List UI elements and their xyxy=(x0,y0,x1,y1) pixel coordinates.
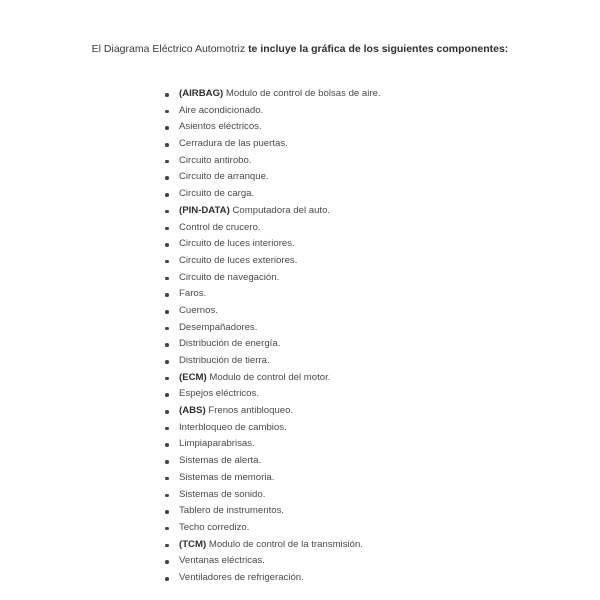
component-name: Circuito de navegación. xyxy=(179,271,280,283)
bullet-icon xyxy=(165,494,169,498)
component-abbreviation: (TCM) xyxy=(179,538,207,550)
bullet-icon xyxy=(165,227,169,231)
component-name: Sistemas de memoria. xyxy=(179,471,275,483)
bullet-icon xyxy=(165,477,169,481)
components-list xyxy=(164,86,484,587)
component-name: Control de crucero. xyxy=(179,221,261,233)
bullet-icon xyxy=(165,327,169,331)
intro-bold-text: te incluye la gráfica de los siguientes componentes: xyxy=(248,43,509,55)
bullet-icon xyxy=(165,544,169,548)
intro-normal-text: El Diagrama Eléctrico Automotriz xyxy=(91,43,249,55)
component-name: Cerradura de las puertas. xyxy=(179,138,288,150)
list-item xyxy=(164,270,484,287)
bullet-icon xyxy=(165,343,169,347)
list-item xyxy=(164,353,484,370)
component-name: Circuito de arranque. xyxy=(179,171,269,183)
bullet-icon xyxy=(165,527,169,531)
list-item xyxy=(164,470,484,487)
bullet-icon xyxy=(165,93,169,97)
component-name: Faros. xyxy=(179,288,207,300)
bullet-icon xyxy=(165,293,169,297)
component-name: Computadora del auto. xyxy=(232,204,331,216)
list-item xyxy=(164,553,484,570)
list-item xyxy=(164,186,484,203)
list-item xyxy=(164,86,484,103)
component-name: Circuito de carga. xyxy=(179,188,255,200)
bullet-icon xyxy=(165,310,169,314)
bullet-icon xyxy=(165,243,169,247)
component-abbreviation: (ECM) xyxy=(179,371,207,383)
component-abbreviation: (PIN-DATA) xyxy=(179,204,230,216)
list-item xyxy=(164,119,484,136)
list-item xyxy=(164,570,484,587)
list-item xyxy=(164,336,484,353)
list-item xyxy=(164,403,484,420)
bullet-icon xyxy=(165,410,169,414)
component-abbreviation: (ABS) xyxy=(179,405,206,417)
list-item xyxy=(164,453,484,470)
component-name: Sistemas de alerta. xyxy=(179,455,262,467)
bullet-icon xyxy=(165,260,169,264)
list-item xyxy=(164,503,484,520)
list-item xyxy=(164,487,484,504)
list-item xyxy=(164,303,484,320)
list-item xyxy=(164,436,484,453)
component-name: Sistemas de sonido. xyxy=(179,488,266,500)
list-item xyxy=(164,286,484,303)
list-item xyxy=(164,169,484,186)
component-name: Interbloqueo de cambios. xyxy=(179,421,287,433)
component-name: Circuito antirobo. xyxy=(179,154,252,166)
list-item xyxy=(164,370,484,387)
component-name: Techo corredizo. xyxy=(179,521,250,533)
bullet-icon xyxy=(165,427,169,431)
bullet-icon xyxy=(165,393,169,397)
list-item xyxy=(164,253,484,270)
bullet-icon xyxy=(165,560,169,564)
bullet-icon xyxy=(165,577,169,581)
component-name: Circuito de luces exteriores. xyxy=(179,254,298,266)
bullet-icon xyxy=(165,193,169,197)
list-item xyxy=(164,103,484,120)
component-name: Modulo de control de bolsas de aire. xyxy=(225,88,381,99)
component-name: Espejos eléctricos. xyxy=(179,388,259,400)
bullet-icon xyxy=(165,110,169,114)
list-item xyxy=(164,236,484,253)
bullet-icon xyxy=(165,443,169,447)
list-item xyxy=(164,136,484,153)
component-name: Ventanas eléctricas. xyxy=(179,555,265,567)
bullet-icon xyxy=(165,510,169,514)
component-name: Distribución de tierra. xyxy=(179,355,270,366)
component-name: Aire acondicionado. xyxy=(179,104,264,116)
bullet-icon xyxy=(165,277,169,281)
list-item xyxy=(164,153,484,170)
component-name: Frenos antibloqueo. xyxy=(208,405,294,417)
bullet-icon xyxy=(165,176,169,180)
list-item xyxy=(164,203,484,220)
component-name: Distribución de energía. xyxy=(179,338,281,350)
bullet-icon xyxy=(165,460,169,464)
bullet-icon xyxy=(165,126,169,130)
list-item xyxy=(164,220,484,237)
bullet-icon xyxy=(165,160,169,164)
component-name: Cuernos. xyxy=(179,304,218,316)
list-item xyxy=(164,520,484,537)
component-name: Tablero de instrumentos. xyxy=(179,505,285,517)
component-name: Modulo de control del motor. xyxy=(209,371,331,383)
bullet-icon xyxy=(165,143,169,147)
component-name: Limpiaparabrisas. xyxy=(179,438,255,450)
list-item xyxy=(164,320,484,337)
bullet-icon xyxy=(165,360,169,364)
component-name: Circuito de luces interiores. xyxy=(179,238,295,250)
component-name: Ventiladores de refrigeración. xyxy=(179,571,304,583)
list-item xyxy=(164,386,484,403)
component-abbreviation: (AIRBAG) xyxy=(179,88,224,99)
component-name: Modulo de control de la transmisión. xyxy=(208,538,363,550)
intro-paragraph xyxy=(60,42,540,57)
component-name: Desempañadores. xyxy=(179,321,258,333)
component-name: Asientos eléctricos. xyxy=(179,121,262,133)
list-item xyxy=(164,537,484,554)
list-item xyxy=(164,420,484,437)
bullet-icon xyxy=(165,210,169,214)
bullet-icon xyxy=(165,377,169,381)
